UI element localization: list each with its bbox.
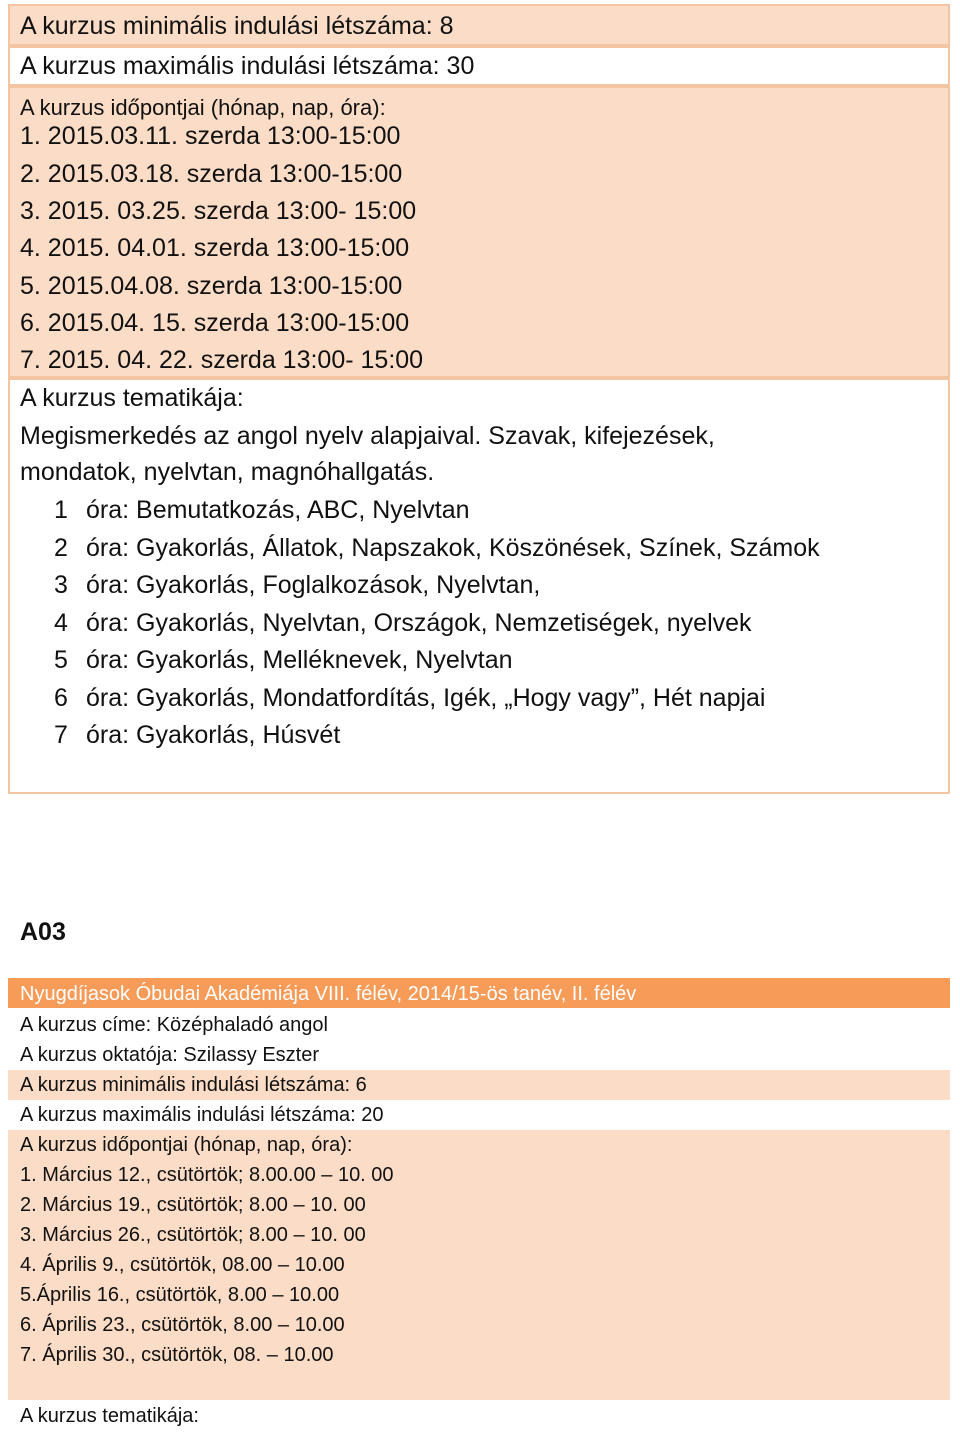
lesson-item [54, 492, 470, 528]
lesson-number: 2 [54, 534, 68, 562]
max-participants-label: A kurzus maximális indulási létszáma: [20, 52, 440, 80]
date-item: 7. Április 30., csütörtök, 08. – 10.00 [20, 1344, 334, 1366]
lesson-number: 4 [54, 609, 68, 637]
lesson-item [54, 567, 540, 603]
lesson-text: óra: Bemutatkozás, ABC, Nyelvtan [86, 496, 470, 524]
date-item: 3. 2015. 03.25. szerda 13:00- 15:00 [20, 197, 417, 225]
topic-label: A kurzus tematikája: [20, 1405, 199, 1427]
lesson-text: óra: Gyakorlás, Mondatfordítás, Igék, „Hogy vagy”, Hét napjai [86, 684, 766, 712]
lesson-text: óra: Gyakorlás, Melléknevek, Nyelvtan [86, 646, 513, 674]
date-item: 4. Április 9., csütörtök, 08.00 – 10.00 [20, 1254, 345, 1276]
lesson-number: 7 [54, 721, 68, 749]
lesson-item [54, 717, 340, 753]
dates-label: A kurzus időpontjai (hónap, nap, óra): [20, 95, 386, 120]
min-participants-label: A kurzus minimális indulási létszáma: [20, 12, 433, 40]
lesson-text: óra: Gyakorlás, Állatok, Napszakok, Köszönések, Színek, Számok [86, 534, 820, 562]
lesson-number: 5 [54, 646, 68, 674]
date-item: 5. 2015.04.08. szerda 13:00-15:00 [20, 272, 403, 300]
lesson-text: óra: Gyakorlás, Foglalkozások, Nyelvtan, [86, 571, 541, 599]
max-participants [20, 48, 474, 84]
topic-text: Megismerkedés az angol nyelv alapjaival. Szavak, kifejezések, [20, 422, 715, 450]
lesson-number: 6 [54, 684, 68, 712]
lesson-number: 1 [54, 496, 68, 524]
date-item: 1. 2015.03.11. szerda 13:00-15:00 [20, 122, 401, 150]
section-code: A03 [20, 918, 66, 946]
date-item: 3. Március 26., csütörtök; 8.00 – 10. 00 [20, 1224, 366, 1246]
lesson-item [54, 530, 820, 566]
max-participants: A kurzus maximális indulási létszáma: 20 [20, 1104, 384, 1126]
lesson-item [54, 680, 765, 716]
date-item: 6. Április 23., csütörtök, 8.00 – 10.00 [20, 1314, 345, 1336]
lesson-text: óra: Gyakorlás, Nyelvtan, Országok, Nemzetiségek, nyelvek [86, 609, 752, 637]
date-item: 7. 2015. 04. 22. szerda 13:00- 15:00 [20, 346, 424, 374]
lesson-text: óra: Gyakorlás, Húsvét [86, 721, 341, 749]
date-item: 6. 2015.04. 15. szerda 13:00-15:00 [20, 309, 410, 337]
course-title: A kurzus címe: Középhaladó angol [20, 1014, 328, 1036]
lesson-item [54, 605, 752, 641]
topic-label: A kurzus tematikája: [20, 384, 244, 412]
dates-label: A kurzus időpontjai (hónap, nap, óra): [20, 1134, 353, 1156]
date-item: 2. Március 19., csütörtök; 8.00 – 10. 00 [20, 1194, 366, 1216]
topic-text: mondatok, nyelvtan, magnóhallgatás. [20, 458, 435, 486]
date-item: 5.Április 16., csütörtök, 8.00 – 10.00 [20, 1284, 340, 1306]
lesson-number: 3 [54, 571, 68, 599]
lesson-item [54, 642, 513, 678]
min-participants-value: 8 [439, 12, 454, 40]
max-participants-value: 30 [446, 52, 475, 80]
course-teacher: A kurzus oktatója: Szilassy Eszter [20, 1044, 320, 1066]
date-item: 4. 2015. 04.01. szerda 13:00-15:00 [20, 234, 410, 262]
date-item: 1. Március 12., csütörtök; 8.00.00 – 10. 00 [20, 1164, 394, 1186]
course-header: Nyugdíjasok Óbudai Akadémiája VIII. félév, 2014/15-ös tanév, II. félév [20, 983, 637, 1005]
min-participants [20, 8, 454, 44]
min-participants: A kurzus minimális indulási létszáma: 6 [20, 1074, 367, 1096]
date-item: 2. 2015.03.18. szerda 13:00-15:00 [20, 160, 403, 188]
